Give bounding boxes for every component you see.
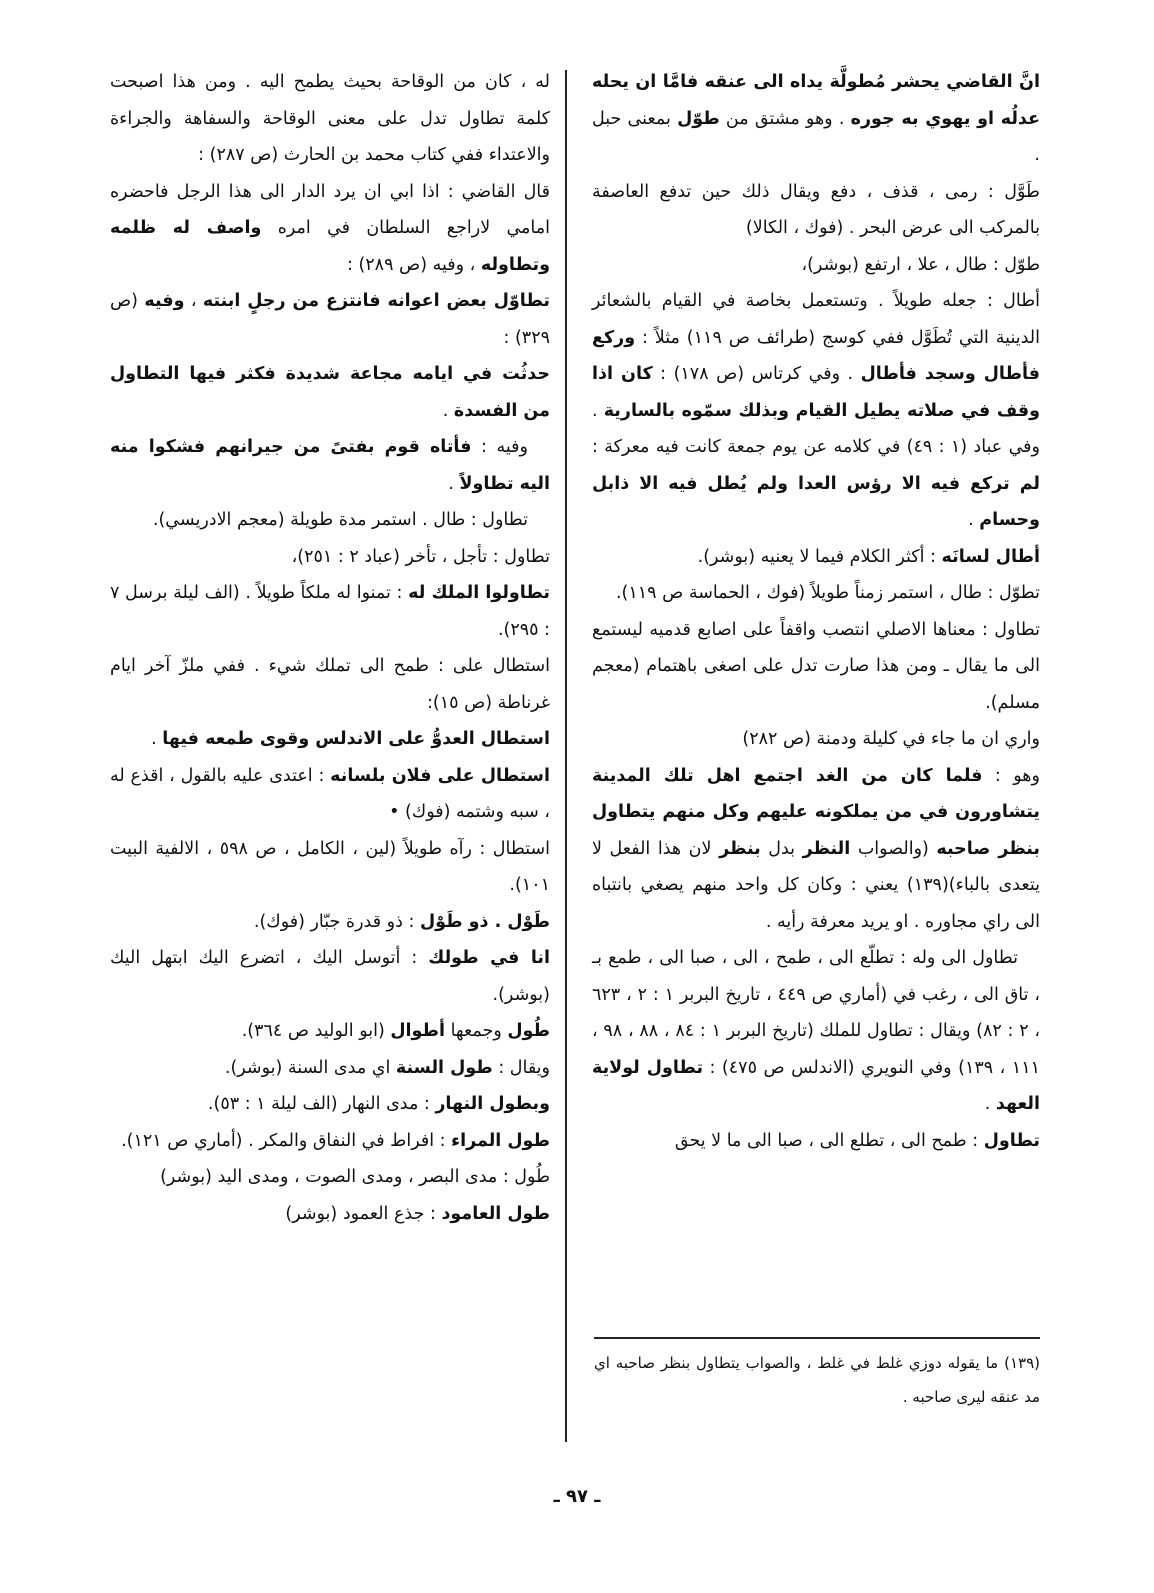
text: قال القاضي : اذا ابي ان يرد الدار الى هذا الرجل فاحضره امامي لاراجع السلطان في امره [110,181,551,238]
text: وهو : [982,765,1040,786]
paragraph [110,283,550,356]
paragraph [110,1123,550,1160]
text: : أتوسل اليك ، اتضرع اليك ابتهل اليك (بوشر). [110,948,550,1005]
text: . [151,729,163,749]
paragraph: استطال على : طمح الى تملك شيء . ففي ملزّ آخر ايام غرناطة (ص ١٥): [110,656,550,713]
text: (ابو الوليد ص ٣٦٤). [241,1021,391,1041]
footnote-text: (١٣٩) ما يقوله دوزي غلط في غلط ، والصواب يتطاول بنظر صاحبه اي مد عنقه ليرى صاحبه . [594,1354,1040,1406]
left-column [110,64,550,1232]
paragraph: تطاول : طال . استمر مدة طويلة (معجم الادريسي). [152,510,528,530]
paragraph: واري ان ما جاء في كليلة ودمنة (ص ٢٨٢) [742,729,1040,749]
text: (والصواب [850,838,937,859]
bold-text: استطال العدوُّ على الاندلس وقوى طمعه فيها [162,729,550,749]
bold-text: طَوْل . ذو طَوْل [419,911,550,932]
paragraph [110,429,550,502]
column-divider [565,70,567,1442]
footnote-rule [594,1337,1040,1339]
paragraph: طُول : مدى البصر ، ومدى الصوت ، ومدى اليد (بوشر) [160,1167,550,1187]
text: وفيه : [471,437,528,457]
bold-text: تطاول لولاية العهد [592,1057,1040,1114]
text: . [448,473,460,494]
text: (ص ٣٢٩) : [110,291,550,348]
bold-text: طول السنة [395,1057,493,1078]
paragraph [110,356,550,429]
bold-text: تطاول [983,1130,1040,1151]
bold-text: فلما كان من الغد اجتمع اهل تلك المدينة يتشاورون في من يملكونه عليهم وكل منهم يتطاول بنظر صاحبه [592,765,1040,859]
paragraph [110,904,550,941]
text: : اعتدى عليه بالقول ، اقذع له ، سبه وشتمه (فوك) • [110,765,550,822]
bold-text: استطال على فلان بلسانه [330,765,551,786]
text: : طمح الى ، تطلع الى ، صبا الى ما لا يحق [674,1130,984,1151]
bold-text: فأتاه قوم بفتىً من جيرانهم فشكوا منه اليه تطاولاً [110,437,550,494]
bold-text: كان اذا وقف في صلاته يطيل القيام وبذلك سمّوه بالسارية [592,364,1040,421]
text: وجمعها [445,1021,508,1041]
text: أطال : جعله طويلاً . وتستعمل بخاصة في القيام بالشعائر الدينية التي تُطَوَّل ففي كوسج (طرائف ص ١١٩) مثلاً : [592,291,1040,348]
bold-text: طُول [507,1021,550,1041]
bold-text: تطاوّل بعض اعوانه فانتزع من رجلٍ ابنته [202,291,550,311]
bold-text: طوّل [677,108,720,129]
paragraph [110,758,550,831]
text: لان هذا الفعل لا يتعدى بالباء)(١٣٩) يعني : وكان كل واحد منهم يصغي بانتباه الى راي مجاوره . او يريد معرفة رأيه . [592,838,1040,932]
bold-text: وركع فأطال وسجد فأطال [592,327,1040,384]
bold-text: واصف له ظلمه وتطاوله [110,218,550,275]
text: . [968,510,980,530]
bold-text: انا في طولك [428,948,550,968]
footnote [594,1346,1040,1414]
paragraph [110,174,550,284]
bold-text: أطال لسانَه [941,546,1040,567]
paragraph: طوّل : طال ، علا ، ارتفع (بوشر)، [801,254,1040,275]
paragraph [592,758,1040,941]
paragraph [110,1196,550,1233]
paragraph [592,539,1040,576]
bold-text: بنظر [719,838,761,859]
bold-text: طول العامود [441,1203,550,1224]
bold-text: لم تركع فيه الا رؤس العدا ولم يُطل فيه الا ذابل وحسام [592,473,1040,530]
right-column [592,64,1040,1159]
text: . وفي كرتاس (ص ١٧٨) : [652,364,861,384]
text: ويقال : [492,1057,550,1078]
paragraph [110,575,550,648]
text: : مدى النهار (الف ليلة ١ : ٥٣). [207,1094,436,1114]
bold-text: أطوال [390,1021,445,1041]
text: ، وفيه (ص ٢٨٩) : [346,254,481,275]
paragraph: استطال : رآه طويلاً (لين ، الكامل ، ص ٥٩٨ ، الالفية البيت ١٠١). [110,838,550,895]
text: : افراط في النفاق والمكر . (أماري ص ١٢١). [121,1130,452,1151]
bold-text: انَّ القاضي يحشر مُطولَّة يداه الى عنقه فامَّا ان يحله عدلُه او يهوي به جوره [592,72,1040,129]
text: : ذو قدرة جبّار (فوك). [253,911,420,932]
bold-text: وفيه [144,291,185,311]
text: تطاول الى وله : تطلّع الى ، طمح ، الى ، صبا الى ، طمع بـ ، تاق الى ، رغب في (أماري ص ٤٤٩ ، تاريخ البربر ١ : ٢ ، ٦٢٣ ، ٢ : ٨٢) ويقال : تطاول للملك (تاريخ البربر ١ : ٨٤ ، ٨٨ ، ٩٨ ، ١١١ ، ١٣٩) وفي النويري (الاندلس ص ٤٧٥) : [592,948,1041,1078]
text: . [984,1094,996,1114]
bold-text: طول المراء [451,1130,550,1151]
paragraph: تطوّل : طال ، استمر زمناً طويلاً (فوك ، الحماسة ص ١١٩). [615,583,1040,603]
text: : تمنوا له ملكاً طويلاً . (الف ليلة برسل ٧ : ٢٩٥). [110,583,550,640]
paragraph [592,1123,1040,1160]
text: بدل [760,838,803,859]
text: . وهو مشتق من [719,108,851,129]
paragraph [110,940,550,1013]
paragraph [110,1013,550,1050]
text: بمعنى حبل . [592,108,1040,165]
bold-text: حدثُت في ايامه مجاعة شديدة فكثر فيها التطاول من الفسدة [110,364,550,421]
text: : جذع العمود (بوشر) [285,1203,442,1224]
text: اي مدى السنة (بوشر). [224,1057,396,1078]
paragraph: له ، كان من الوقاحة بحيث يطمح اليه . ومن هذا اصبحت كلمة تطاول تدل على معنى الوقاحة والسفاهة والجراءة والاعتداء ففي كتاب محمد بن الحارث (ص ٢٨٧) : [110,72,550,165]
bold-text: تطاولوا الملك له [408,583,550,603]
text: ، [184,291,203,311]
page-number: ـ ٩٧ ـ [553,1486,601,1507]
paragraph: تطاول : تأجل ، تأخر (عباد ٢ : ٢٥١)، [291,546,550,567]
paragraph [592,940,1040,1123]
paragraph [110,1050,550,1087]
paragraph [110,1086,550,1123]
paragraph: طَوَّل : رمى ، قذف ، دفع ويقال ذلك حين تدفع العاصفة بالمركب الى عرض البحر . (فوك ، الكالا) [592,181,1040,238]
paragraph: تطاول : معناها الاصلي انتصب واقفاً على اصابع قدميه ليستمع الى ما يقال ـ ومن هذا صارت تدل على اصغى باهتمام (معجم مسلم). [592,619,1040,713]
paragraph [110,721,550,758]
bold-text: وبطول النهار [435,1094,550,1114]
paragraph [592,283,1040,539]
bold-text: النظر [802,838,851,859]
text: : أكثر الكلام فيما لا يعنيه (بوشر). [697,546,942,567]
text: . وفي عباد (١ : ٤٩) في كلامه عن يوم جمعة كانت فيه معركة : [592,400,1040,457]
text: . [442,400,454,421]
paragraph [592,64,1040,174]
